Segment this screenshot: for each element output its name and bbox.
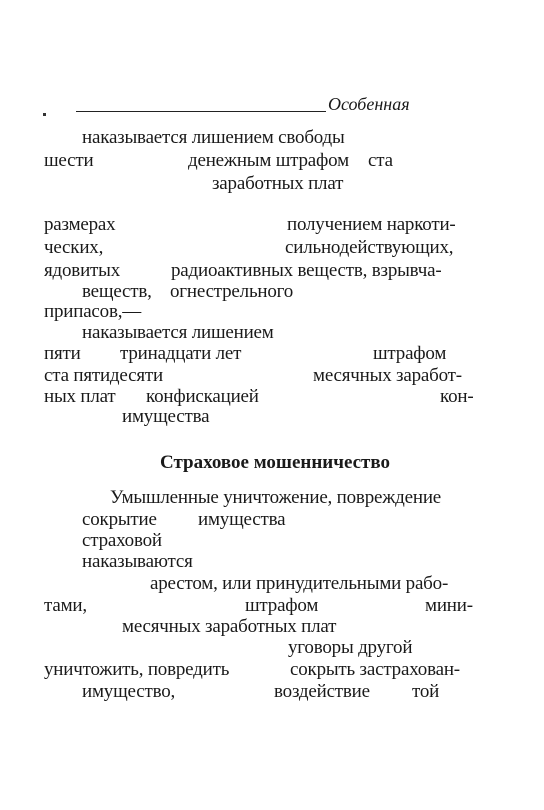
text-line: припасов,— bbox=[44, 301, 142, 322]
text-line: тринадцати лет bbox=[120, 343, 242, 364]
text-line: ста пятидесяти bbox=[44, 365, 163, 386]
text-line: месячных заработных плат bbox=[122, 616, 337, 637]
running-header: Особенная bbox=[328, 94, 410, 114]
margin-mark bbox=[43, 113, 46, 116]
text-line: размерах bbox=[44, 214, 116, 235]
text-line: ческих, bbox=[44, 237, 104, 258]
text-line: месячных заработ- bbox=[313, 365, 462, 386]
text-line: штрафом bbox=[373, 343, 447, 364]
text-line: страховой bbox=[82, 530, 162, 551]
text-line: наказывается лишением свободы bbox=[82, 127, 345, 148]
text-line: сокрыть застрахован- bbox=[290, 659, 460, 680]
text-line: ядовитых bbox=[44, 260, 121, 281]
text-line: Умышленные уничтожение, повреждение bbox=[110, 487, 442, 508]
header-rule bbox=[76, 111, 326, 112]
text-line: ных плат bbox=[44, 386, 116, 407]
text-line: той bbox=[412, 681, 440, 702]
text-line: заработных плат bbox=[212, 173, 344, 194]
text-line: тами, bbox=[44, 595, 87, 616]
text-line: сокрытие bbox=[82, 509, 157, 530]
text-line: денежным штрафом bbox=[188, 150, 349, 171]
text-line: уничтожить, повредить bbox=[44, 659, 230, 680]
text-line: радиоактивных веществ, взрывча- bbox=[171, 260, 442, 281]
section-heading: Страховое мошенничество bbox=[160, 452, 391, 473]
text-line: шести bbox=[44, 150, 94, 171]
text-line: имущества bbox=[198, 509, 286, 530]
text-line: конфискацией bbox=[146, 386, 259, 407]
text-line: арестом, или принудительными рабо- bbox=[150, 573, 449, 594]
text-line: веществ, bbox=[82, 281, 152, 302]
text-line: огнестрельного bbox=[170, 281, 294, 302]
text-line: наказывается лишением bbox=[82, 322, 274, 343]
text-line: имущество, bbox=[82, 681, 176, 702]
text-line: воздействие bbox=[274, 681, 370, 702]
text-line: штрафом bbox=[245, 595, 319, 616]
text-line: мини- bbox=[425, 595, 473, 616]
text-line: ста bbox=[368, 150, 393, 171]
text-line: пяти bbox=[44, 343, 81, 364]
text-line: получением наркоти- bbox=[287, 214, 456, 235]
text-line: кон- bbox=[440, 386, 474, 407]
text-line: уговоры другой bbox=[288, 637, 413, 658]
text-line: имущества bbox=[122, 406, 210, 427]
text-line: наказываются bbox=[82, 551, 193, 572]
text-line: сильнодействующих, bbox=[285, 237, 454, 258]
